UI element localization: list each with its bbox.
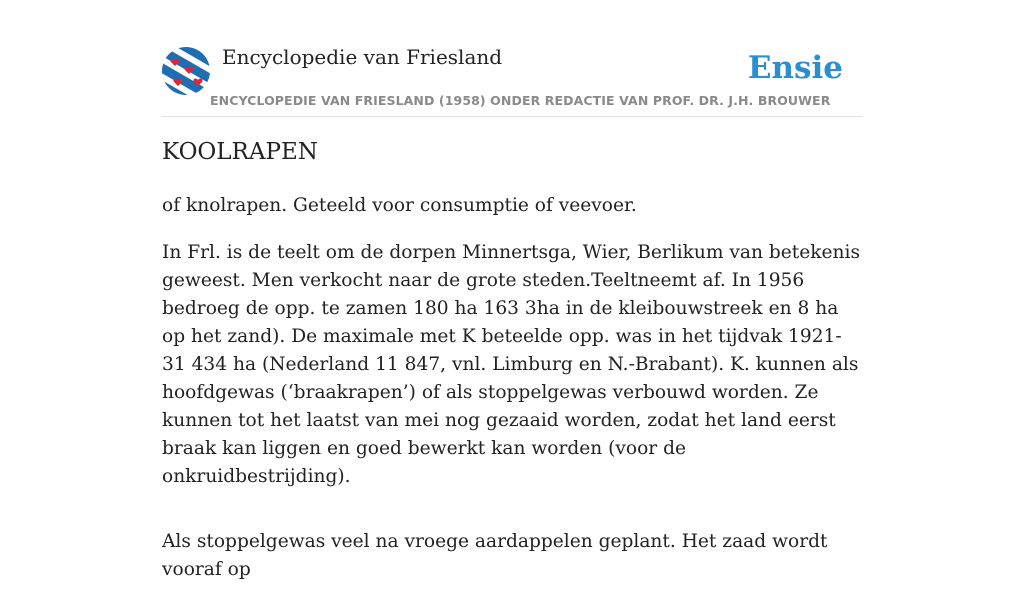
brand-logo[interactable]: Ensie [747, 50, 843, 86]
article-paragraph: of knolrapen. Geteeld voor consumptie of veevoer. [162, 195, 637, 216]
article-body [162, 192, 862, 603]
site-header [162, 44, 862, 117]
article-paragraph: In Frl. is de teelt om de dorpen Minnertsga, Wier, Berlikum van betekenis geweest. Men verkocht naar de grote steden.Teeltneemt af. In 1956 bedroeg de opp. te zamen 180 ha 163 3ha in de kleibouwstreek en 8 ha op het zand). De maximale met K beteelde opp. was in het tijdvak 1921-31 434 ha (Nederland 11 847, vnl. Limburg en N.-Brabant). K. kunnen als hoofdgewas (‘braakrapen’) of als stoppelgewas verbouwd worden. Ze kunnen tot het laatst van mei nog gezaaid worden, zodat het land eerst braak kan liggen en goed bewerkt kan worden (voor de onkruidbestrijding). [162, 242, 861, 487]
site-subtitle: ENCYCLOPEDIE VAN FRIESLAND (1958) ONDER REDACTIE VAN PROF. DR. J.H. BROUWER [210, 93, 831, 108]
site-title[interactable]: Encyclopedie van Friesland [222, 45, 503, 69]
article-paragraph: Als stoppelgewas veel na vroege aardappelen geplant. Het zaad wordt vooraf op [162, 531, 828, 580]
article-title: KOOLRAPEN [162, 139, 318, 165]
frisian-flag-logo-icon[interactable] [162, 47, 210, 95]
